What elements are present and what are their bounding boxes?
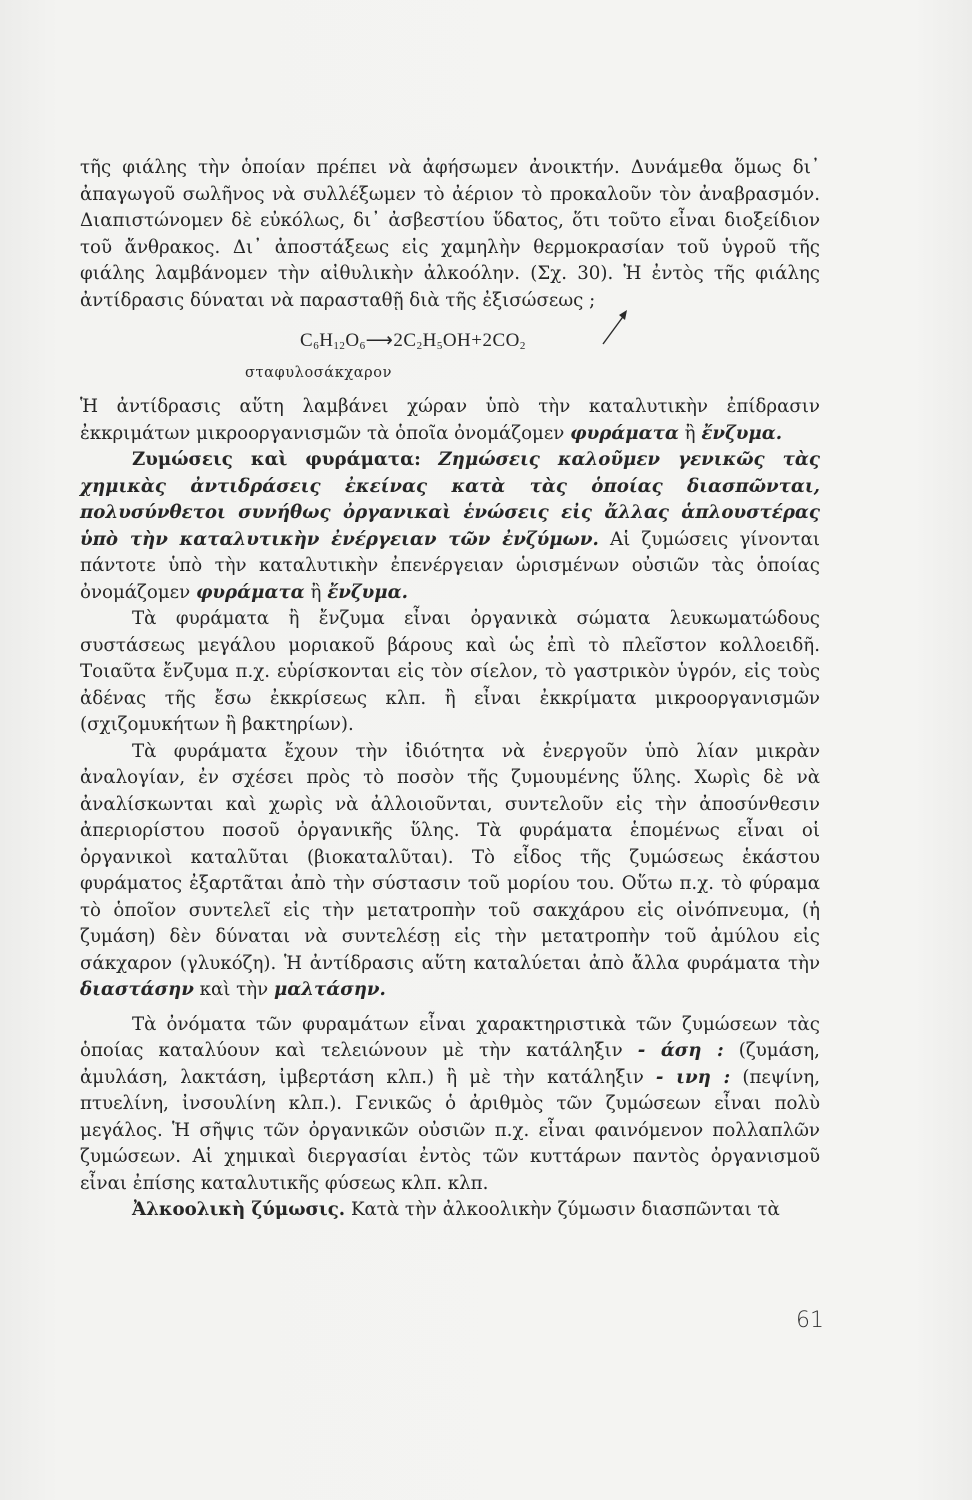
gas-release-arrow-icon bbox=[600, 308, 630, 348]
reaction-arrow: ⟶ bbox=[365, 330, 394, 351]
equation-formula: $C_6H_{12}O_6⟶2C_2H_5OH+2CO_2$ bbox=[300, 330, 526, 352]
paragraph-7: Ἀλκοολικὴ ζύμωσις. Κατὰ τὴν ἀλκοολικὴν ζύμωσιν διασπῶνται τὰ bbox=[132, 1199, 780, 1220]
paragraph-6: Τὰ ὀνόματα τῶν φυραμάτων εἶναι χαρακτηριστικὰ τῶν ζυμώσεων τὰς ὁποίας καταλύουν καὶ τελειώνουν μὲ τὴν κατάληξιν - άση : (ζυμάση, ἀμυλάση, λακτάση, ἰμβερτάση κλπ.) ἢ μὲ τὴν κατάληξιν - ινη : (πεψίνη, πτυελίνη, ἰνσουλίνη κλπ.). Γενικῶς ὁ ἀριθμὸς τῶν ζυμώσεων εἶναι πολὺ μεγάλος. Ἡ σῆψις τῶν ὀργανικῶν οὐσιῶν π.χ. εἶναι φαινόμενον πολλαπλῶν ζυμώσεων. Αἱ χημικαὶ διεργασίαι ἐντὸς τῶν κυττάρων παντὸς ὀργανισμοῦ εἶναι ἐπίσης καταλυτικῆς φύσεως κλπ. κλπ. bbox=[80, 1013, 820, 1194]
chemical-equation bbox=[80, 322, 820, 390]
page-number: 61 bbox=[796, 1308, 824, 1333]
paragraph-5: Τὰ φυράματα ἔχουν τὴν ἰδιότητα νὰ ἐνεργοῦν ὑπὸ λίαν μικρὰν ἀναλογίαν, ἐν σχέσει πρὸς τὸ ποσὸν τῆς ζυμουμένης ὕλης. Χωρὶς δὲ νὰ ἀναλίσκωνται καὶ χωρὶς νὰ ἀλλοιοῦνται, συντελοῦν εἰς τὴν ἀποσύνθεσιν ἀπεριορίστου ποσοῦ ὀργανικῆς ὕλης. Τὰ φυράματα ἑπομένως εἶναι οἱ ὀργανικοὶ καταλῦται (βιοκαταλῦται). Τὸ εἶδος τῆς ζυμώσεως ἑκάστου φυράματος ἐξαρτᾶται ἀπὸ τὴν σύστασιν τοῦ μορίου του. Οὕτω π.χ. τὸ φύραμα τὸ ὁποῖον συντελεῖ εἰς τὴν μετατροπὴν τοῦ σακχάρου εἰς οἰνόπνευμα, (ἡ ζυμάση) δὲν δύναται νὰ συντελέσῃ εἰς τὴν μετατροπὴν τοῦ ἀμύλου εἰς σάκχαρον (γλυκόζη). Ἡ ἀντίδρασις αὕτη καταλύεται ἀπὸ ἄλλα φυράματα τὴν διαστάσην καὶ τὴν μαλτάσην. bbox=[80, 740, 820, 1000]
paragraph-3: Ζυμώσεις καὶ φυράματα: Ζημώσεις καλοῦμεν γενικῶς τὰς χημικὰς ἀντιδράσεις ἐκείνας κατὰ τὰς ὁποίας διασπῶνται, πολυσύνθετοι συνήθως ὀργανικαὶ ἑνώσεις εἰς ἄλλας ἁπλουστέρας ὑπὸ τὴν καταλυτικὴν ἐνέργειαν τῶν ἐνζύμων. Αἱ ζυμώσεις γίνονται πάντοτε ὑπὸ τὴν καταλυτικὴν ἐπενέργειαν ὡρισμένων οὐσιῶν τὰς ὁποίας ὀνομάζομεν φυράματα ἢ ἔνζυμα. bbox=[80, 449, 820, 603]
equation-label: σταφυλοσάκχαρον bbox=[245, 365, 392, 381]
section-heading-alcoholic-fermentation: Ἀλκοολικὴ ζύμωσις. bbox=[132, 1199, 346, 1220]
paragraph-4: Τὰ φυράματα ἢ ἔνζυμα εἶναι ὀργανικὰ σώματα λευκωματώδους συστάσεως μεγάλου μοριακοῦ βάρους καὶ ὡς ἐπὶ τὸ πλεῖστον κολλοειδῆ. Τοιαῦτα ἔνζυμα π.χ. εὑρίσκονται εἰς τὸν σίελον, τὸ γαστρικὸν ὑγρόν, εἰς τοὺς ἀδένας τῆς ἔσω ἐκκρίσεως κλπ. ἢ εἶναι ἐκκρίματα μικροοργανισμῶν (σχιζομυκήτων ἢ βακτηρίων). bbox=[80, 608, 820, 735]
paragraph-2: Ἡ ἀντίδρασις αὕτη λαμβάνει χώραν ὑπὸ τὴν καταλυτικὴν ἐπίδρασιν ἐκκριμάτων μικροοργανισμῶν τὰ ὁποῖα ὀνομάζομεν φυράματα ἢ ἔνζυμα. bbox=[80, 396, 820, 444]
paragraph-1: τῆς φιάλης τὴν ὁποίαν πρέπει νὰ ἀφήσωμεν ἀνοικτήν. Δυνάμεθα ὅμως δι᾽ ἀπαγωγοῦ σωλῆνος νὰ συλλέξωμεν τὸ ἀέριον τὸ προκαλοῦν τὸν ἀναβρασμόν. Διαπιστώνομεν δὲ εὐκόλως, δι᾽ ἀσβεστίου ὕδατος, ὅτι τοῦτο εἶναι διοξείδιον τοῦ ἄνθρακος. Δι᾽ ἀποστάξεως εἰς χαμηλὴν θερμοκρασίαν τοῦ ὑγροῦ τῆς φιάλης λαμβάνομεν τὴν αἰθυλικὴν ἀλκοόλην. (Σχ. 30). Ἡ ἐντὸς τῆς φιάλης ἀντίδρασις δύναται νὰ παρασταθῇ διὰ τῆς ἐξισώσεως ; bbox=[80, 157, 820, 311]
section-heading-zymoseis: Ζυμώσεις καὶ φυράματα: bbox=[132, 449, 421, 470]
body-text bbox=[80, 155, 820, 1224]
